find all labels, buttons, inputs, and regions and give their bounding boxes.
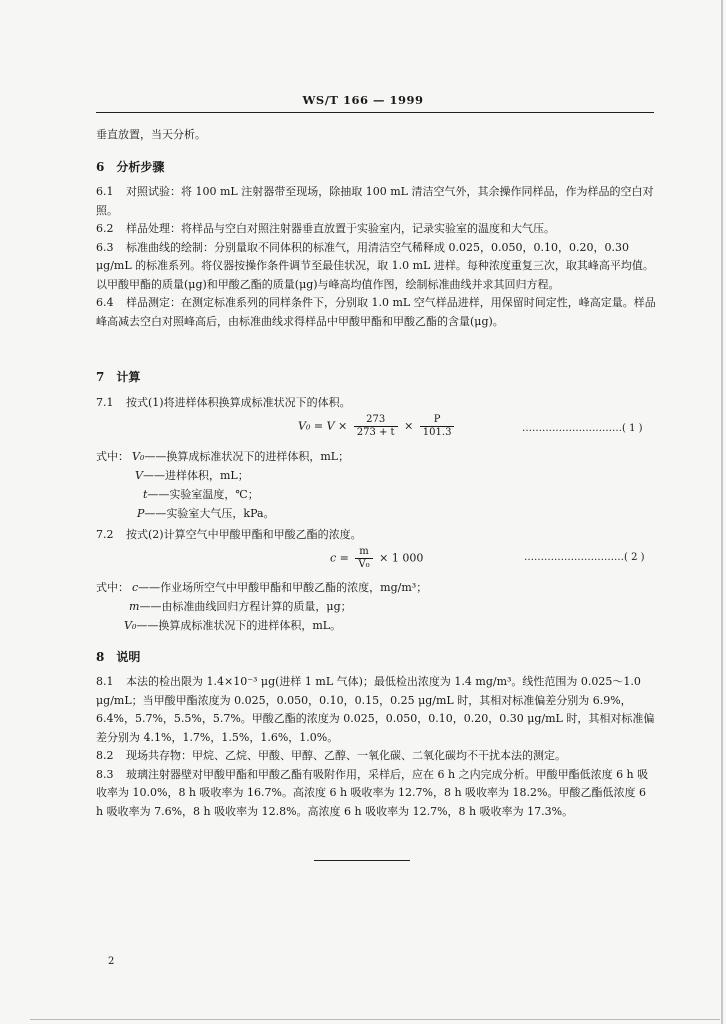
formula-1-leader	[522, 423, 643, 434]
leader-dots: …………………………	[522, 423, 622, 434]
scan-edge	[721, 0, 723, 1024]
formula-1-fraction-a	[354, 414, 398, 439]
definition: ——换算成标准状况下的进样体积，mL；	[144, 450, 350, 463]
formula-2-lhs: c =	[330, 551, 349, 565]
symbol: t	[143, 488, 148, 501]
clause-6-2	[96, 220, 656, 239]
clause-text: 本法的检出限为 1.4×10⁻³ μg(进样 1 mL 气体)；最低检出浓度为 1.4 mg/m³。线性范围为 0.025～1.0 μg/mL；当甲酸甲酯浓度为 0.025，0.050，0.10，0.15，0.25 μg/mL 时，其相对标准偏差分别为 6.9%，6.4%，5.7%，5.5%，5.7%。甲酸乙酯的浓度为 0.025，0.050，0.10，0.20，0.30 μg/mL 时，其相对标准偏差分别为 4.1%，1.7%，1.5%，1.6%，1.0%。	[96, 675, 655, 744]
section-8-number: 8	[96, 650, 105, 664]
numerator: P	[420, 414, 455, 427]
symbol: V	[135, 469, 143, 482]
section-8-body	[96, 673, 656, 821]
section-6-body	[96, 183, 656, 331]
section-6-title: 分析步骤	[116, 160, 165, 174]
section-6-number: 6	[96, 160, 105, 174]
definition: ——由标准曲线回归方程计算的质量，μg；	[139, 600, 352, 613]
header-rule	[96, 112, 654, 113]
clause-number: 7.2	[96, 528, 114, 541]
clause-text: 对照试验：将 100 mL 注射器带至现场，除抽取 100 mL 清洁空气外，其余操作同样品，作为样品的空白对照。	[96, 185, 654, 217]
formula-1	[298, 414, 457, 439]
formula-1-fraction-b	[420, 414, 455, 439]
clause-6-4	[96, 294, 656, 331]
clause-7-2	[96, 526, 656, 545]
symbol: m	[129, 600, 140, 613]
def-m	[129, 598, 352, 616]
definition: ——实验室大气压，kPa。	[144, 507, 275, 520]
clause-text: 按式(2)计算空气中甲酸甲酯和甲酸乙酯的浓度。	[126, 528, 362, 541]
def-v0	[132, 448, 349, 466]
clause-number: 6.4	[96, 296, 114, 309]
defs2-lead: 式中：	[96, 581, 129, 594]
definition: ——作业场所空气中甲酸甲酯和甲酸乙酯的浓度，mg/m³；	[138, 581, 428, 594]
clause-number: 6.3	[96, 240, 114, 254]
symbol: c	[132, 581, 139, 594]
symbol: P	[137, 507, 145, 520]
clause-8-1	[96, 673, 656, 747]
formula-2-fraction	[355, 546, 372, 571]
clause-6-1	[96, 183, 656, 220]
clause-8-3	[96, 766, 656, 822]
section-6-heading	[96, 158, 176, 175]
clause-text: 样品测定：在测定标准系列的同样条件下，分别取 1.0 mL 空气样品进样，用保留时间定性，峰高定量。样品峰高减去空白对照峰高后，由标准曲线求得样品中甲酸甲酯和甲酸乙酯的含量(μg)。	[96, 296, 656, 328]
def-t	[143, 486, 259, 504]
clause-text: 样品处理：将样品与空白对照注射器垂直放置于实验室内，记录实验室的温度和大气压。	[126, 222, 555, 235]
intro-text: 垂直放置，当天分析。	[96, 128, 206, 141]
standard-code: WS/T 166 — 1999	[302, 93, 424, 107]
clause-number: 7.1	[96, 396, 114, 409]
equation-number: ( 1 )	[622, 423, 643, 434]
formula-2	[330, 546, 423, 571]
denominator: 101.3	[422, 427, 452, 438]
formula-2-rhs: × 1 000	[379, 551, 424, 565]
clause-number: 8.1	[96, 675, 114, 688]
definition: ——实验室温度，℃；	[147, 488, 259, 501]
section-7-heading	[96, 368, 152, 385]
page-number: 2	[108, 956, 115, 967]
leader-dots: …………………………	[524, 552, 624, 563]
formula-1-times: ×	[404, 419, 414, 433]
def-v0-2	[124, 617, 341, 635]
definition: ——换算成标准状况下的进样体积，mL。	[136, 619, 342, 632]
numerator: 273	[354, 414, 398, 427]
section-7-title: 计算	[116, 370, 141, 384]
clause-text: 玻璃注射器壁对甲酸甲酯和甲酸乙酯有吸附作用，采样后，应在 6 h 之内完成分析。甲酸甲酯低浓度 6 h 吸收率为 10.0%，8 h 吸收率为 16.7%。高浓度 6 h 吸收率为 12.7%，8 h 吸收率为 18.2%。甲酸乙酯低浓度 6 h 吸收率为 7.6%，8 h 吸收率为 12.8%。高浓度 6 h 吸收率为 12.7%，8 h 吸收率为 17.3%。	[96, 767, 649, 818]
numerator: m	[355, 546, 372, 559]
section-8-title: 说明	[116, 650, 141, 664]
clause-number: 8.2	[96, 749, 114, 762]
clause-number: 6.2	[96, 222, 114, 235]
clause-text: 按式(1)将进样体积换算成标准状况下的体积。	[126, 396, 351, 409]
equation-number: ( 2 )	[624, 552, 645, 563]
symbol: V₀	[124, 619, 137, 632]
clause-6-3	[96, 239, 656, 295]
clause-number: 8.3	[96, 767, 114, 781]
end-rule	[314, 860, 410, 861]
section-8-heading	[96, 648, 152, 665]
def-c	[132, 579, 427, 597]
defs1-lead: 式中：	[96, 450, 129, 463]
denominator: V₀	[358, 559, 370, 570]
clause-7-1	[96, 394, 656, 413]
clause-number: 6.1	[96, 185, 114, 198]
formula-1-lhs: V₀ = V ×	[298, 419, 348, 433]
denominator: 273 + t	[356, 427, 395, 438]
clause-text: 标准曲线的绘制：分别量取不同体积的标准气，用清洁空气稀释成 0.025，0.050，0.10，0.20，0.30 μg/mL 的标准系列。将仪器按操作条件调节至最佳状况，取 1.0 mL 进样。每种浓度重复三次，取其峰高平均值。以甲酸甲酯的质量(μg)和甲酸乙酯的质量(μg)与峰高均值作图，绘制标准曲线并求其回归方程。	[96, 240, 654, 291]
def-v	[135, 467, 249, 485]
section-7-number: 7	[96, 370, 105, 384]
def-p	[137, 505, 275, 523]
scan-edge-bottom	[30, 1019, 720, 1020]
clause-8-2	[96, 747, 656, 766]
definition: ——进样体积，mL；	[142, 469, 249, 482]
symbol: V₀	[132, 450, 145, 463]
formula-2-leader	[524, 552, 645, 563]
intro-line	[96, 126, 656, 145]
clause-text: 现场共存物：甲烷、乙烷、甲酸、甲醇、乙醇、一氧化碳、二氧化碳均不干扰本法的测定。	[126, 749, 566, 762]
